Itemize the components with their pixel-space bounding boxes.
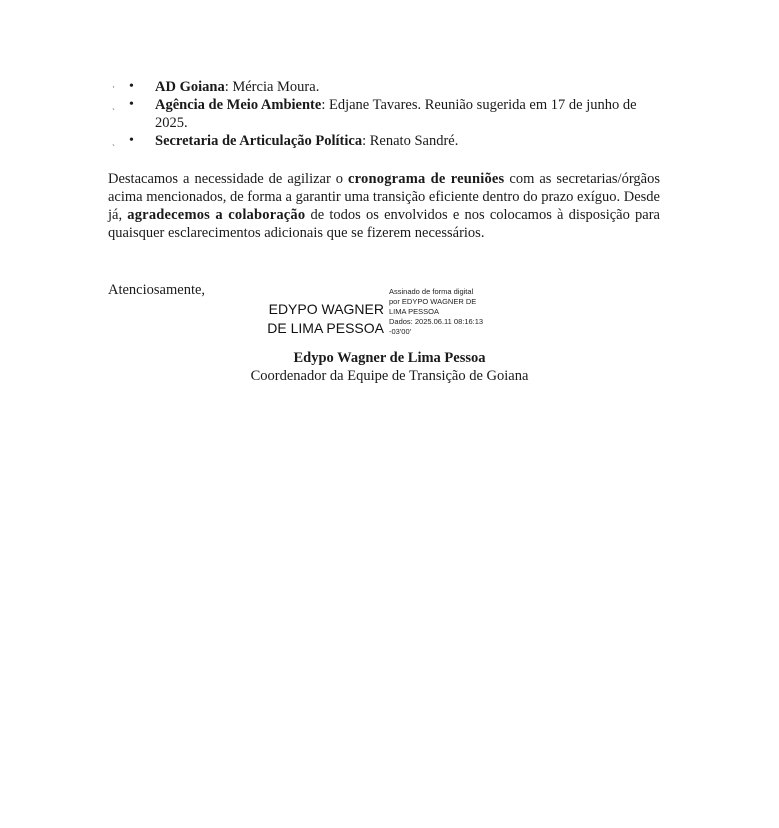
signature-detail-line: Assinado de forma digital — [389, 287, 474, 296]
paragraph-emphasis: cronograma de reuniões — [348, 171, 505, 187]
item-title: Secretaria de Articulação Política — [155, 133, 363, 149]
item-title: Agência de Meio Ambiente — [155, 97, 322, 113]
scan-mark: · — [112, 82, 115, 92]
paragraph-emphasis: agradecemos a colaboração — [127, 207, 306, 223]
digital-signature-details — [389, 287, 509, 337]
scan-mark: ˎ — [112, 100, 115, 110]
signer-block — [0, 349, 779, 385]
signature-name-line: DE LIMA PESSOA — [267, 320, 384, 336]
item-text: : Renato Sandré. — [362, 133, 459, 149]
bullet-dot: • — [129, 133, 134, 148]
closing-salutation: Atenciosamente, — [108, 282, 206, 298]
bullet-list — [108, 78, 660, 150]
scan-mark: ˎ — [112, 136, 115, 146]
list-item — [108, 96, 660, 132]
item-text: : Edjane Tavares. Reunião sugerida em 17 de junho de 2025. — [155, 97, 637, 131]
signature-detail-line: -03'00' — [389, 327, 412, 336]
item-title: AD Goiana — [155, 79, 225, 95]
signer-name: Edypo Wagner de Lima Pessoa — [293, 350, 486, 366]
item-text: : Mércia Moura. — [224, 79, 320, 95]
list-item — [108, 78, 660, 96]
digital-signature-name — [258, 300, 384, 338]
list-item — [108, 132, 660, 150]
paragraph-text: com as secretarias/órgãos acima mencionados, de forma a garantir uma transição eficiente dentro do prazo exíguo. Desde já, — [108, 171, 660, 223]
signature-detail-line: Dados: 2025.06.11 08:16:13 — [389, 317, 484, 326]
signature-name-line: EDYPO WAGNER — [268, 301, 384, 317]
paragraph-text: de todos os envolvidos e nos colocamos à disposição para quaisquer esclarecimentos adicionais que se fizerem necessários. — [108, 207, 660, 241]
signer-role: Coordenador da Equipe de Transição de Goiana — [250, 368, 529, 384]
signature-detail-line: por EDYPO WAGNER DE — [389, 297, 477, 306]
bullet-dot: • — [129, 79, 134, 94]
bullet-dot: • — [129, 97, 134, 112]
signature-detail-line: LIMA PESSOA — [389, 307, 440, 316]
body-paragraph — [108, 170, 660, 242]
paragraph-text: Destacamos a necessidade de agilizar o — [108, 171, 349, 187]
